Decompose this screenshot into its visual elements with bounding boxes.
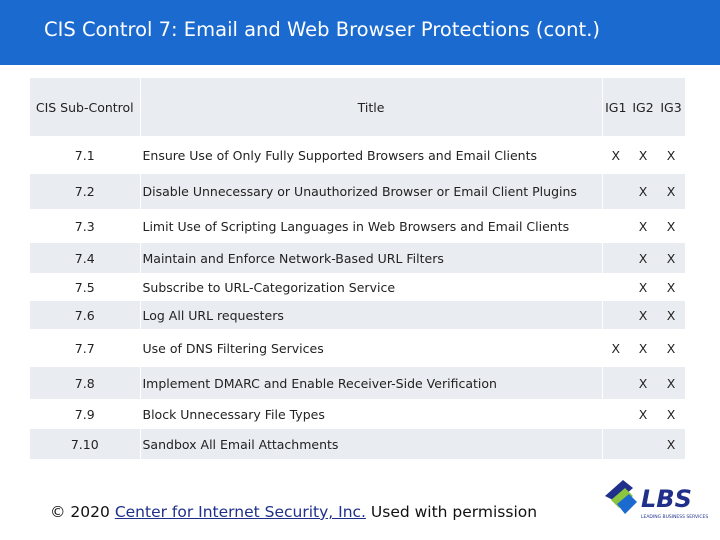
sub-control-id: 7.9 [30, 399, 140, 429]
sub-control-title: Use of DNS Filtering Services [140, 329, 602, 367]
ig2-cell: X [629, 367, 657, 399]
logo-tagline: LEADING BUSINESS SERVICES [641, 515, 709, 520]
ig2-cell: X [638, 340, 648, 356]
ig2-cell: X [638, 406, 648, 422]
sub-control-id: 7.1 [30, 136, 140, 174]
ig1-cell [602, 301, 629, 329]
column-header-ig3: IG3 [657, 78, 685, 136]
ig1-cell [602, 399, 629, 429]
table-row [30, 273, 685, 301]
title-bar [0, 0, 720, 65]
column-header-title: Title [140, 78, 602, 136]
sub-control-title: Maintain and Enforce Network-Based URL Filters [140, 243, 602, 273]
column-header-ig2: IG2 [629, 78, 657, 136]
ig1-cell: X [611, 147, 621, 163]
ig3-cell: X [657, 301, 685, 329]
sub-control-title: Ensure Use of Only Fully Supported Browsers and Email Clients [140, 136, 602, 174]
table-row [30, 209, 685, 243]
ig2-cell: X [638, 279, 648, 295]
table-row [30, 174, 685, 209]
ig2-cell: X [638, 147, 648, 163]
table-row [30, 399, 685, 429]
sub-control-id: 7.8 [30, 367, 140, 399]
sub-control-id: 7.6 [30, 301, 140, 329]
page-title: CIS Control 7: Email and Web Browser Protections (cont.) [44, 18, 600, 41]
table-row [30, 243, 685, 273]
ig2-cell: X [629, 301, 657, 329]
ig2-cell [629, 429, 657, 459]
ig3-cell: X [666, 340, 676, 356]
lbs-logo [603, 476, 713, 522]
sub-control-table [30, 78, 686, 459]
ig3-cell: X [657, 174, 685, 209]
sub-control-title: Sandbox All Email Attachments [140, 429, 602, 459]
table-row [30, 136, 685, 174]
sub-control-id: 7.3 [30, 209, 140, 243]
sub-control-title: Log All URL requesters [140, 301, 602, 329]
sub-control-title: Subscribe to URL-Categorization Service [140, 273, 602, 301]
ig1-cell: X [611, 340, 621, 356]
logo-wordmark: LBS [641, 485, 692, 513]
ig3-cell: X [666, 279, 676, 295]
table-row [30, 301, 685, 329]
ig2-cell: X [638, 218, 648, 234]
table-row [30, 429, 685, 459]
sub-control-title: Implement DMARC and Enable Receiver-Side Verification [140, 367, 602, 399]
copyright-footer [50, 503, 537, 521]
ig1-cell [602, 243, 629, 273]
sub-control-title: Disable Unnecessary or Unauthorized Browser or Email Client Plugins [140, 174, 602, 209]
ig3-cell: X [657, 429, 685, 459]
copyright-suffix: Used with permission [365, 503, 538, 521]
copyright-prefix: © 2020 [50, 503, 115, 521]
ig1-cell [602, 174, 629, 209]
ig1-cell [602, 367, 629, 399]
ig1-cell [602, 273, 629, 301]
ig2-cell: X [629, 243, 657, 273]
sub-control-id: 7.4 [30, 243, 140, 273]
table-header-row [30, 78, 685, 136]
ig3-cell: X [666, 218, 676, 234]
ig3-cell: X [666, 147, 676, 163]
sub-control-id: 7.5 [30, 273, 140, 301]
sub-control-title: Block Unnecessary File Types [140, 399, 602, 429]
ig3-cell: X [666, 406, 676, 422]
column-header-ig1: IG1 [602, 78, 629, 136]
sub-control-id: 7.2 [30, 174, 140, 209]
sub-control-id: 7.7 [30, 329, 140, 367]
table-row [30, 329, 685, 367]
ig1-cell [602, 429, 629, 459]
ig1-cell [602, 209, 629, 243]
ig3-cell: X [657, 243, 685, 273]
ig2-cell: X [629, 174, 657, 209]
column-header-sub-control: CIS Sub-Control [30, 78, 140, 136]
table-row [30, 367, 685, 399]
sub-control-id: 7.10 [30, 429, 140, 459]
ig3-cell: X [657, 367, 685, 399]
cis-link[interactable]: Center for Internet Security, Inc. [114, 503, 366, 521]
sub-control-title: Limit Use of Scripting Languages in Web Browsers and Email Clients [140, 209, 602, 243]
